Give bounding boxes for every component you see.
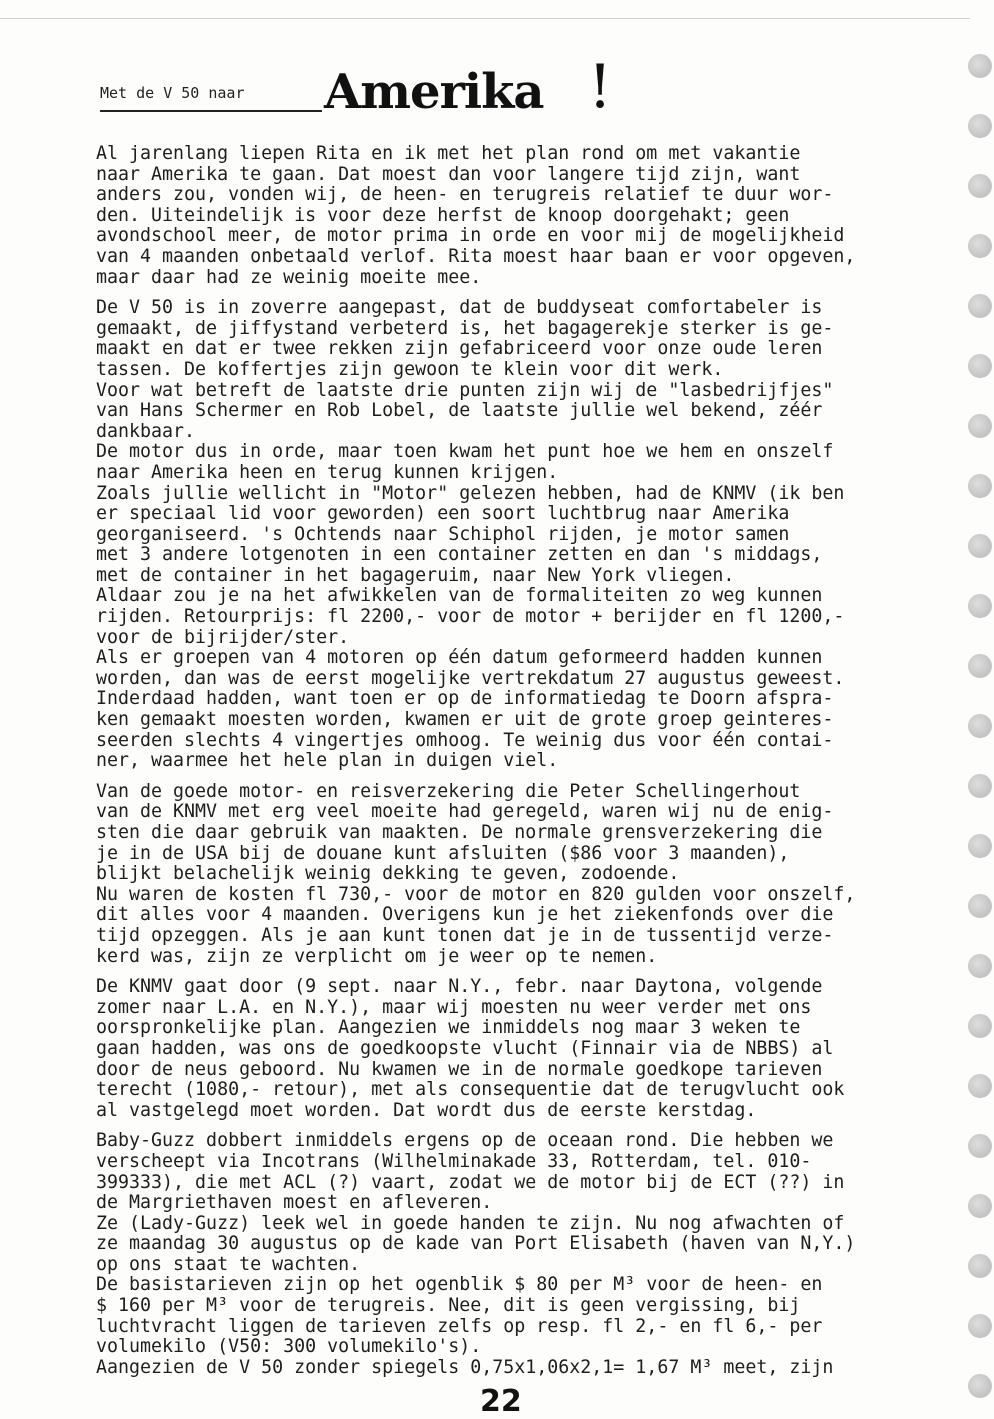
text-line: gemaakt, de jiffystand verbeterd is, het bagagerekje sterker is ge-	[96, 317, 834, 339]
text-line: tassen. De koffertjes zijn gewoon te klein voor dit werk.	[96, 358, 724, 380]
top-edge-line	[0, 18, 970, 19]
text-line: Van de goede motor- en reisverzekering die Peter Schellingerhout	[96, 780, 801, 802]
text-line: De motor dus in orde, maar toen kwam het punt hoe we hem en onszelf	[96, 441, 834, 463]
text-line: ze maandag 30 augustus op de kade van Port Elisabeth (haven van N,Y.)	[96, 1233, 856, 1255]
text-line: de Margriethaven moest en afleveren.	[96, 1192, 493, 1214]
punch-hole	[968, 474, 992, 498]
text-line: verscheept via Incotrans (Wilhelminakade 33, Rotterdam, tel. 010-	[96, 1150, 812, 1172]
text-line: De KNMV gaat door (9 sept. naar N.Y., febr. naar Daytona, volgende	[96, 976, 823, 998]
text-line: van de KNMV met erg veel moeite had geregeld, waren wij nu de enig-	[96, 801, 834, 823]
text-line: naar Amerika te gaan. Dat moest dan voor langere tijd zijn, want	[96, 163, 801, 185]
text-line: Baby-Guzz dobbert inmiddels ergens op de oceaan rond. Die hebben we	[96, 1130, 834, 1152]
punch-hole	[968, 954, 992, 978]
paragraph	[96, 1131, 966, 1378]
text-line: Voor wat betreft de laatste drie punten zijn wij de "lasbedrijfjes"	[96, 379, 834, 401]
article-subtitle: Met de V 50 naar	[100, 84, 245, 102]
page-number: 22	[480, 1384, 522, 1419]
text-line: van 4 maanden onbetaald verlof. Rita moest haar baan er voor opgeven,	[96, 245, 856, 267]
punch-hole	[968, 234, 992, 258]
punch-hole	[968, 1374, 992, 1398]
paragraph	[96, 298, 966, 772]
subtitle-underline	[100, 110, 322, 112]
text-line: den. Uiteindelijk is voor deze herfst de knoop doorgehakt; geen	[96, 204, 790, 226]
text-line: maar daar had ze weinig moeite mee.	[96, 266, 482, 288]
text-line: rijden. Retourprijs: fl 2200,- voor de motor + berijder en fl 1200,-	[96, 606, 845, 628]
article-body	[96, 144, 966, 1388]
paragraph	[96, 977, 966, 1121]
punch-hole	[968, 114, 992, 138]
text-line: van Hans Schermer en Rob Lobel, de laatste jullie wel bekend, zéér	[96, 400, 823, 422]
punch-hole	[968, 654, 992, 678]
text-line: dankbaar.	[96, 420, 196, 442]
punch-hole	[968, 1074, 992, 1098]
text-line: volumekilo (V50: 300 volumekilo's).	[96, 1336, 482, 1358]
article-header	[100, 52, 740, 126]
punch-hole	[968, 894, 992, 918]
text-line: voor de bijrijder/ster.	[96, 626, 350, 648]
text-line: er speciaal lid voor geworden) een soort luchtbrug naar Amerika	[96, 503, 790, 525]
text-line: $ 160 per M³ voor de terugreis. Nee, dit is geen vergissing, bij	[96, 1295, 801, 1317]
punch-hole	[968, 1014, 992, 1038]
text-line: avondschool meer, de motor prima in orde en voor mij de mogelijkheid	[96, 225, 845, 247]
text-line: ken gemaakt moesten worden, kwamen er uit de grote groep geinteres-	[96, 709, 834, 731]
paragraph	[96, 144, 966, 288]
punch-hole	[968, 294, 992, 318]
punch-hole	[968, 534, 992, 558]
text-line: op ons staat te wachten.	[96, 1253, 361, 1275]
text-line: worden, dan was de eerst mogelijke vertrekdatum 27 augustus geweest.	[96, 667, 845, 689]
text-line: dit alles voor 4 maanden. Overigens kun je het ziekenfonds over die	[96, 904, 834, 926]
text-line: De basistarieven zijn op het ogenblik $ 80 per M³ voor de heen- en	[96, 1274, 823, 1296]
text-line: seerden slechts 4 vingertjes omhoog. Te weinig dus voor één contai-	[96, 729, 834, 751]
punch-hole	[968, 354, 992, 378]
text-line: gaan hadden, was ons de goedkoopste vlucht (Finnair via de NBBS) al	[96, 1037, 834, 1059]
text-line: zomer naar L.A. en N.Y.), maar wij moesten nu weer verder met ons	[96, 996, 812, 1018]
text-line: anders zou, vonden wij, de heen- en terugreis relatief te duur wor-	[96, 184, 834, 206]
binder-holes	[966, 0, 994, 1408]
punch-hole	[968, 1254, 992, 1278]
text-line: Aangezien de V 50 zonder spiegels 0,75x1,06x2,1= 1,67 M³ meet, zijn	[96, 1356, 834, 1378]
paragraph	[96, 782, 966, 967]
text-line: Al jarenlang liepen Rita en ik met het plan rond om met vakantie	[96, 143, 801, 164]
text-line: georganiseerd. 's Ochtends naar Schiphol rijden, je motor samen	[96, 523, 790, 545]
text-line: al vastgelegd moet worden. Dat wordt dus de eerste kerstdag.	[96, 1099, 757, 1121]
text-line: oorspronkelijke plan. Aangezien we inmiddels nog maar 3 weken te	[96, 1017, 801, 1039]
text-line: door de neus geboord. Nu kwamen we in de normale goedkope tarieven	[96, 1058, 823, 1080]
text-line: maakt en dat er twee rekken zijn gefabriceerd voor onze oude leren	[96, 338, 823, 360]
punch-hole	[968, 774, 992, 798]
text-line: naar Amerika heen en terug kunnen krijgen.	[96, 461, 559, 483]
text-line: luchtvracht liggen de tarieven zelfs op resp. fl 2,- en fl 6,- per	[96, 1315, 823, 1337]
text-line: je in de USA bij de douane kunt afsluiten ($86 voor 3 maanden),	[96, 842, 790, 864]
text-line: terecht (1080,- retour), met als consequentie dat de terugvlucht ook	[96, 1079, 845, 1101]
text-line: Aldaar zou je na het afwikkelen van de formaliteiten zo weg kunnen	[96, 585, 823, 607]
text-line: met 3 andere lotgenoten in een container zetten en dan 's middags,	[96, 544, 823, 566]
title-exclamation: !	[588, 52, 613, 122]
punch-hole	[968, 54, 992, 78]
punch-hole	[968, 414, 992, 438]
text-line: sten die daar gebruik van maakten. De normale grensverzekering die	[96, 822, 823, 843]
text-line: ner, waarmee het hele plan in duigen viel.	[96, 750, 559, 772]
text-line: blijkt belachelijk weinig dekking te geven, zodoende.	[96, 863, 680, 885]
punch-hole	[968, 594, 992, 618]
text-line: Als er groepen van 4 motoren op één datum geformeerd hadden kunnen	[96, 647, 823, 669]
text-line: Zoals jullie wellicht in "Motor" gelezen hebben, had de KNMV (ik ben	[96, 482, 845, 504]
text-line: kerd was, zijn ze verplicht om je weer op te nemen.	[96, 945, 658, 967]
punch-hole	[968, 1194, 992, 1218]
text-line: Nu waren de kosten fl 730,- voor de motor en 820 gulden voor onszelf,	[96, 883, 856, 905]
punch-hole	[968, 834, 992, 858]
text-line: Inderdaad hadden, want toen er op de informatiedag te Doorn afspra-	[96, 688, 834, 710]
punch-hole	[968, 174, 992, 198]
text-line: met de container in het bagageruim, naar New York vliegen.	[96, 564, 735, 586]
article-title: Amerika	[324, 64, 544, 120]
text-line: Ze (Lady-Guzz) leek wel in goede handen te zijn. Nu nog afwachten of	[96, 1212, 845, 1234]
text-line: tijd opzeggen. Als je aan kunt tonen dat je in de tussentijd verze-	[96, 924, 834, 946]
text-line: De V 50 is in zoverre aangepast, dat de buddyseat comfortabeler is	[96, 297, 823, 319]
text-line: 399333), die met ACL (?) vaart, zodat we de motor bij de ECT (??) in	[96, 1171, 845, 1193]
punch-hole	[968, 714, 992, 738]
punch-hole	[968, 1134, 992, 1158]
punch-hole	[968, 1314, 992, 1338]
